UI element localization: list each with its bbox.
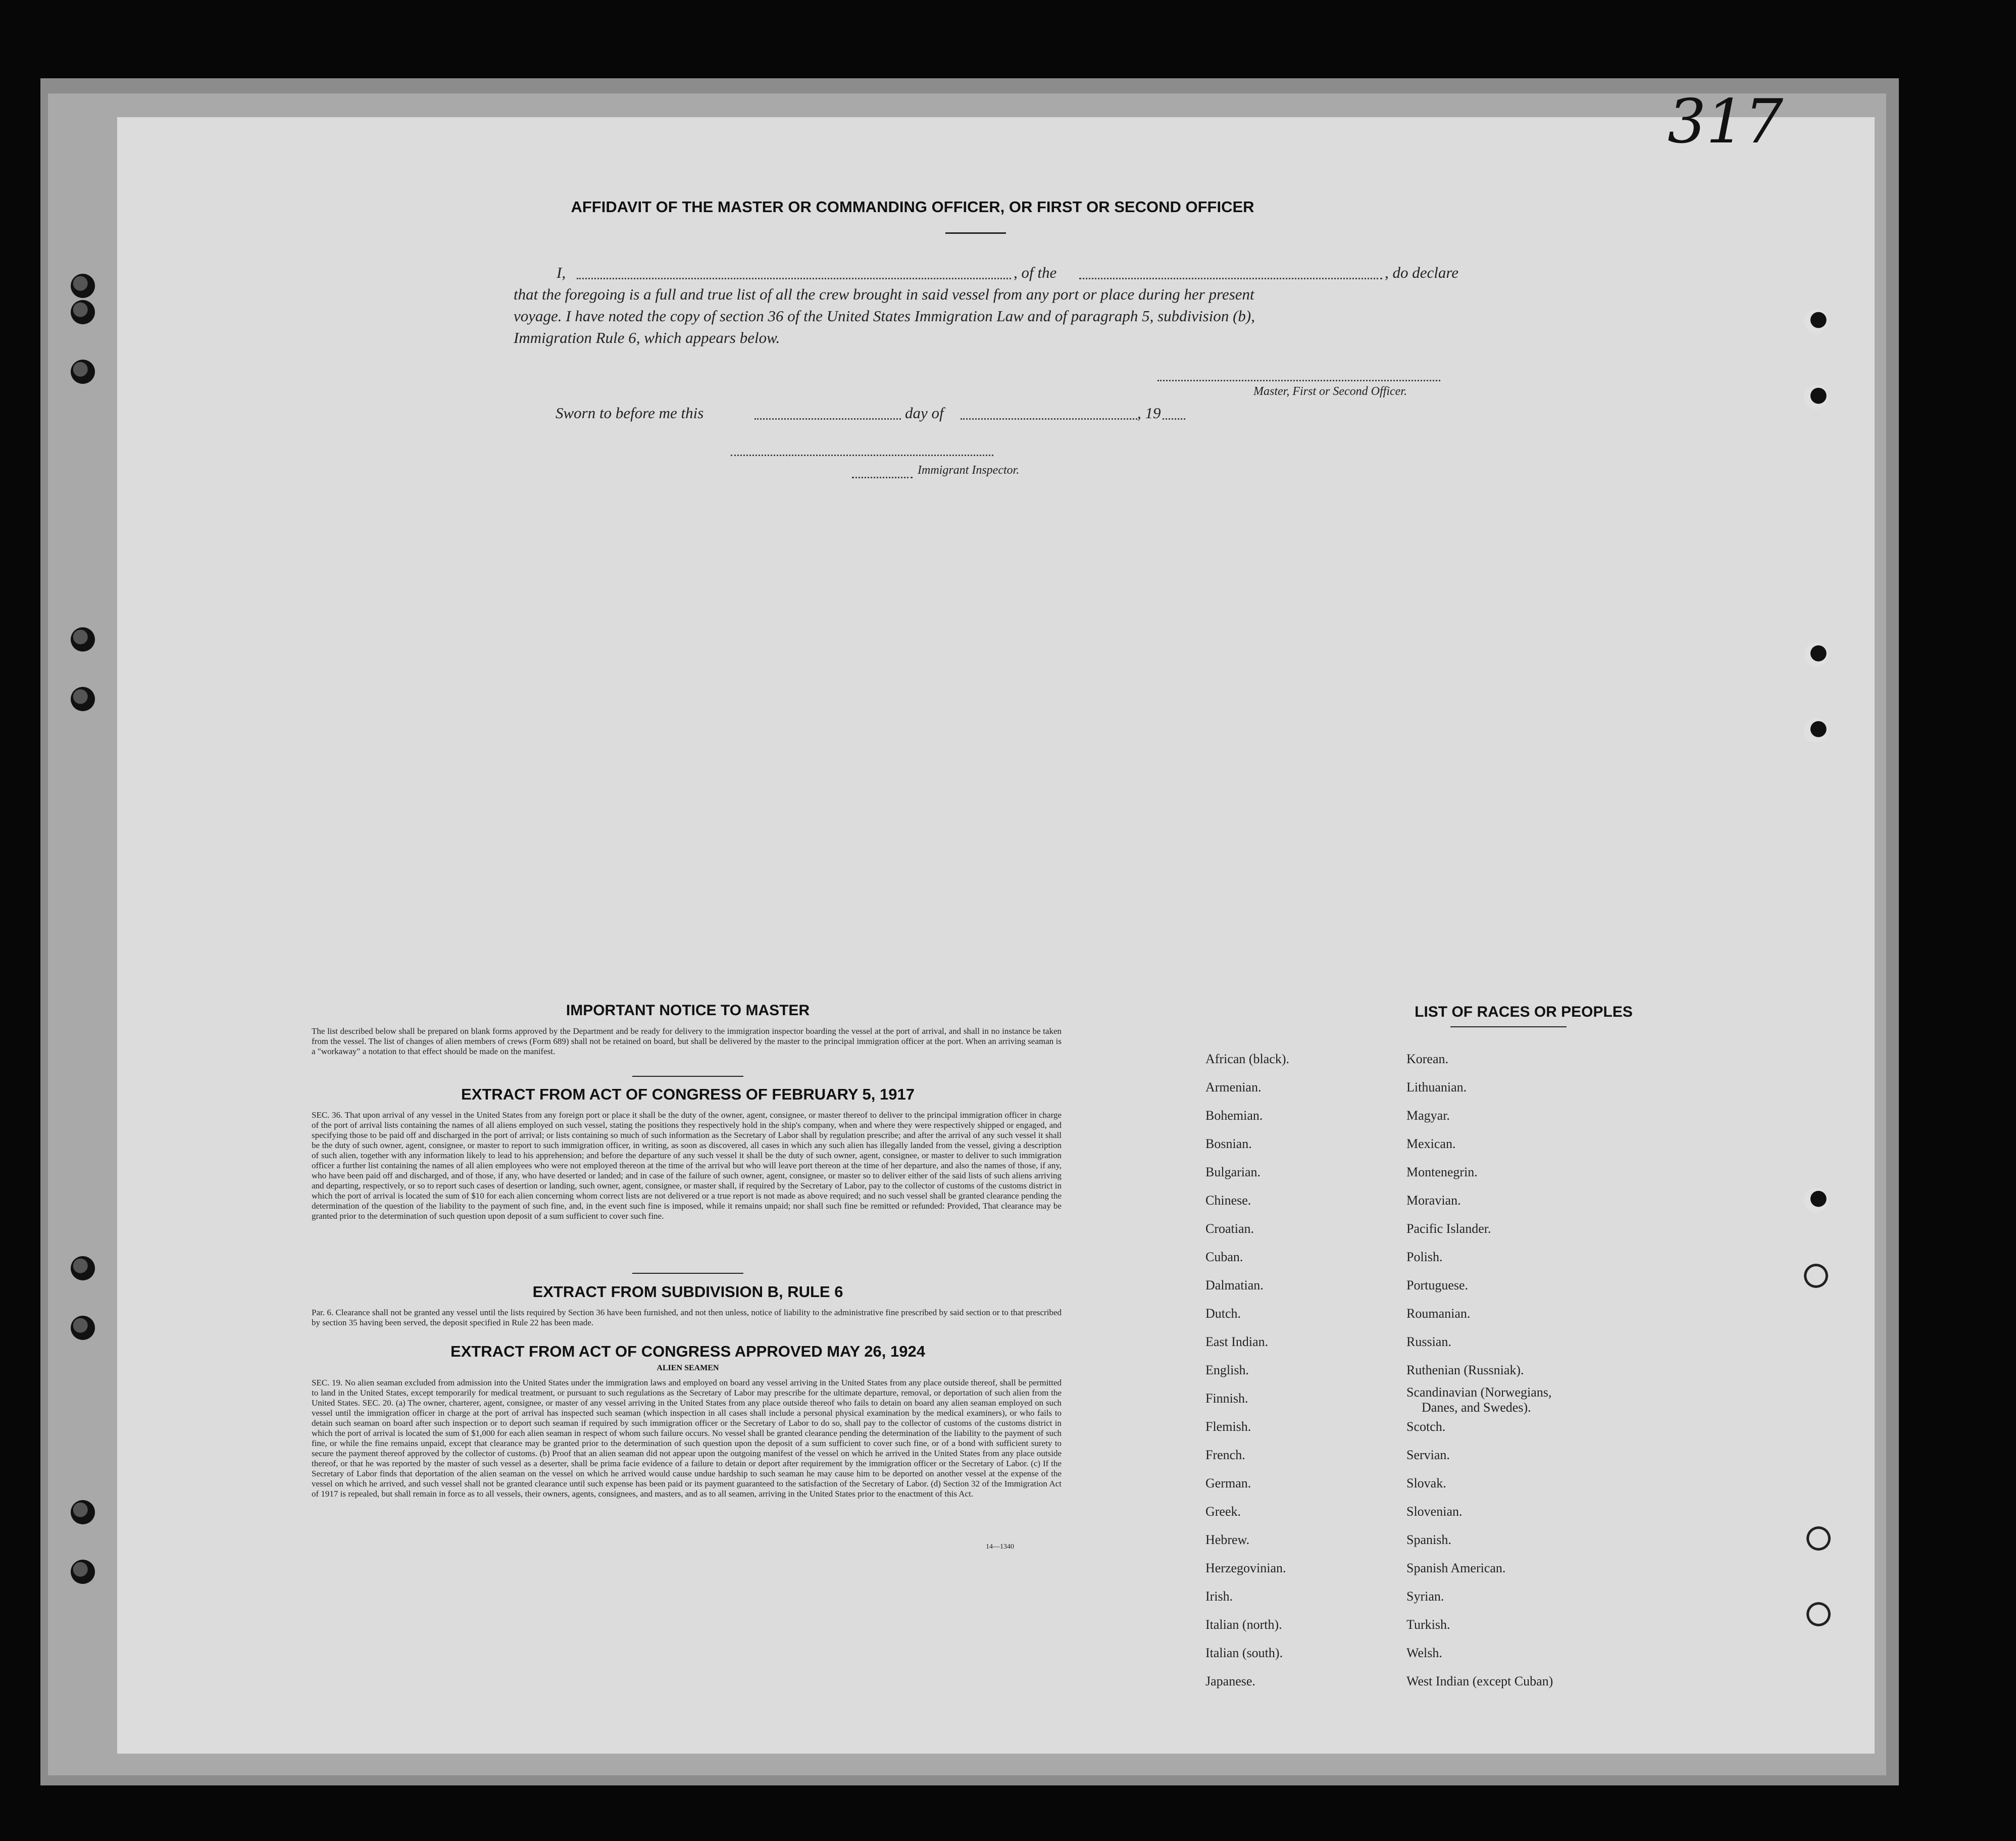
- extract-rule6-title: EXTRACT FROM SUBDIVISION B, RULE 6: [532, 1283, 843, 1301]
- sworn-label: Sworn to before me this: [556, 404, 704, 422]
- sworn-year-field[interactable]: [1163, 418, 1185, 420]
- inspector-title-field[interactable]: [852, 477, 913, 478]
- races-rule: [1450, 1026, 1567, 1027]
- punch-hole-icon: [1804, 642, 1828, 667]
- punch-hole-icon: [1806, 1602, 1831, 1626]
- extract-1917-title: EXTRACT FROM ACT OF CONGRESS OF FEBRUARY 5, 1917: [461, 1085, 915, 1103]
- race-item: Chinese.: [1205, 1193, 1251, 1208]
- affidavit-i-label: I,: [557, 264, 566, 281]
- extract-1924-text: SEC. 19. No alien seaman excluded from admission into the United States under the immigration laws and employed on board any vessel arriving in the United States from any place outside thereof, shall be permitted to land in the United States, except temporarily for medical treatment, or pursuant to such regulations as the Secretary of Labor may prescribe for the ultimate departure, removal, or deportation of such alien from the United States. SEC. 20. (a) The owner, charterer, agent, consignee, or master of any vessel arriving in the United States from any place outside thereof who fails to detain on board any alien seaman employed on such vessel until the immigration officer in charge at the port of arrival has inspected such seaman (which inspection in all cases shall include a personal physical examination by the medical examiners), or who fails to detain such seaman on board after such inspection or to deport such seaman if required by such immigration officer or the Secretary of Labor to do so, shall pay to the collector of customs of the customs district in which the port of arrival is located the sum of $1,000 for each alien seaman in respect of whom such failure occurs. No vessel shall be granted clearance pending the determination of the liability to the payment of such fine, or while the fine remains unpaid, except that clearance may be granted prior to the determination of such question upon the deposit of a sum sufficient to cover such fine, or of a bond with sufficient surety to secure the payment thereof approved by the collector of customs. (b) Proof that an alien seaman did not appear upon the outgoing manifest of the vessel on which he arrived in the United States from any place outside thereof, or that he was reported by the master of such vessel as a deserter, shall be prima facie evidence of a failure to detain or deport after requirement by the immigration officer or the Secretary of Labor. (c) If the Secretary of Labor finds that deportation of the alien seaman on the vessel on which he arrived would cause undue hardship to such seaman he may cause him to be deported on another vessel at the expense of the vessel on which he arrived, and such vessel shall not be granted clearance until such expense has been paid or its payment guaranteed to the satisfaction of the Secretary of Labor. (d) Section 32 of the Immigration Act of 1917 is repealed, but shall remain in force as to all vessels, their owners, agents, consignees, and masters, and as to all seamen, arriving in the United States prior to the enactment of this Act.: [312, 1378, 1062, 1499]
- race-item: Scandinavian (Norwegians,: [1406, 1385, 1552, 1400]
- affidavit-line-2: that the foregoing is a full and true list of all the crew brought in said vessel from any port or place during her present: [514, 285, 1254, 303]
- race-item: Scotch.: [1406, 1419, 1446, 1434]
- punch-hole-icon: [1804, 1188, 1828, 1212]
- notice-title: IMPORTANT NOTICE TO MASTER: [566, 1002, 810, 1019]
- affidavit-title: AFFIDAVIT OF THE MASTER OR COMMANDING OFFICER, OR FIRST OR SECOND OFFICER: [571, 198, 1254, 216]
- binder-hole-icon: [71, 1500, 95, 1524]
- page-number-mark: 317: [1668, 87, 1784, 157]
- race-item: West Indian (except Cuban): [1406, 1674, 1553, 1688]
- race-item: Pacific Islander.: [1406, 1221, 1491, 1236]
- race-item: French.: [1205, 1448, 1245, 1462]
- race-item: Dalmatian.: [1205, 1278, 1264, 1292]
- race-item: Italian (south).: [1205, 1646, 1283, 1660]
- race-item: Bulgarian.: [1205, 1165, 1261, 1179]
- binder-hole-icon: [71, 1256, 95, 1280]
- affidavit-line-3: voyage. I have noted the copy of section 36 of the United States Immigration Law and of paragraph 5, subdivision (b),: [514, 307, 1255, 325]
- inspector-signature-field[interactable]: [731, 455, 993, 456]
- race-item: Herzegovinian.: [1205, 1561, 1286, 1575]
- binder-hole-icon: [71, 360, 95, 384]
- year-label: , 19: [1137, 404, 1161, 422]
- race-item: Croatian.: [1205, 1221, 1254, 1236]
- race-item: Moravian.: [1406, 1193, 1461, 1208]
- inspector-label: Immigrant Inspector.: [918, 464, 1020, 477]
- affidavit-line-4: Immigration Rule 6, which appears below.: [514, 329, 780, 346]
- form-number: 14—1340: [986, 1543, 1014, 1551]
- extract-1917-text: SEC. 36. That upon arrival of any vessel in the United States from any foreign port or place it shall be the duty of the owner, agent, consignee, or master thereof to deliver to the principal immigration officer in charge of the port of arrival lists containing the names of all aliens employed on such vessel, stating the positions they respectively hold in the ship's company, when and where they were respectively shipped or engaged, and specifying those to be paid off and discharged in the port of arrival; or lists containing so much of such information as the Secretary of Labor shall by regulation prescribe; and after the arrival of any such vessel it shall be the duty of such owner, agent, consignee, or master to report to such immigration officer, in writing, as soon as discovered, all cases in which any such alien has illegally landed from the vessel, giving a description of such alien, together with any information likely to lead to his apprehension; and before the departure of any such vessel it shall be the duty of such owner, agent, consignee, or master to deliver to such immigration officer a further list containing the names of all alien employees who were not employed thereon at the time of the arrival but who will leave port thereon at the time of her departure, and also the names of those, if any, who have been paid off and discharged, and of those, if any, who have deserted or landed; and in case of the failure of such owner, agent, consignee, or master so to deliver either of the said lists of such aliens arriving and departing, respectively, or so to report such cases of desertion or landing, such owner, agent, consignee, or master shall, if required by the Secretary of Labor, pay to the collector of customs of the customs district in which the port of arrival is located the sum of $10 for each alien concerning whom correct lists are not delivered or a true report is not made as above required; and no such vessel shall be granted clearance pending the determination of the question of the liability to the payment of such fine, and, in the event such fine is imposed, while it remains unpaid; nor shall such fine be remitted or refunded: Provided, That clearance may be granted prior to the determination of such question upon deposit of a sum sufficient to cover such fine.: [312, 1110, 1062, 1221]
- section-rule: [632, 1076, 743, 1077]
- race-item: Montenegrin.: [1406, 1165, 1478, 1179]
- day-of-label: day of: [905, 404, 944, 422]
- race-item: Welsh.: [1406, 1646, 1442, 1660]
- race-item: Syrian.: [1406, 1589, 1444, 1604]
- race-item: Polish.: [1406, 1250, 1443, 1264]
- race-item: Mexican.: [1406, 1136, 1456, 1151]
- punch-hole-icon: [1804, 385, 1828, 409]
- binder-hole-icon: [71, 1316, 95, 1340]
- race-item: Servian.: [1406, 1448, 1450, 1462]
- title-rule: [945, 232, 1006, 234]
- section-rule: [632, 1273, 743, 1274]
- race-item: English.: [1205, 1363, 1249, 1377]
- race-item: Bohemian.: [1205, 1108, 1263, 1123]
- punch-hole-icon: [1804, 1264, 1828, 1288]
- race-item: Flemish.: [1205, 1419, 1251, 1434]
- signature-label: Master, First or Second Officer.: [1253, 385, 1407, 398]
- race-item: Hebrew.: [1205, 1532, 1250, 1547]
- race-item: Ruthenian (Russniak).: [1406, 1363, 1524, 1377]
- document-page: [117, 87, 1875, 1754]
- race-item: Magyar.: [1406, 1108, 1450, 1123]
- affidavit-of-the-label: , of the: [1014, 264, 1057, 281]
- race-item: Cuban.: [1205, 1250, 1243, 1264]
- race-item: Roumanian.: [1406, 1306, 1471, 1321]
- binder-hole-icon: [71, 274, 95, 298]
- races-title: LIST OF RACES OR PEOPLES: [1415, 1004, 1633, 1020]
- signature-field[interactable]: [1157, 380, 1440, 381]
- race-item: Portuguese.: [1406, 1278, 1469, 1292]
- race-item: Armenian.: [1205, 1080, 1262, 1094]
- race-item: Spanish.: [1406, 1532, 1451, 1547]
- sworn-day-field[interactable]: [754, 418, 901, 420]
- binder-hole-icon: [71, 300, 95, 324]
- race-item: Greek.: [1205, 1504, 1241, 1519]
- extract-1924-title: EXTRACT FROM ACT OF CONGRESS APPROVED MAY 26, 1924: [450, 1342, 925, 1360]
- race-item: Lithuanian.: [1406, 1080, 1467, 1094]
- race-item: Finnish.: [1205, 1391, 1248, 1406]
- race-item: Turkish.: [1406, 1617, 1450, 1632]
- race-item-continued: Danes, and Swedes).: [1422, 1400, 1531, 1415]
- race-item: Japanese.: [1205, 1674, 1255, 1688]
- race-item: Russian.: [1406, 1334, 1451, 1349]
- punch-hole-icon: [1804, 718, 1828, 742]
- affidavit-declare-label: , do declare: [1385, 264, 1459, 281]
- race-item: Slovenian.: [1406, 1504, 1463, 1519]
- race-item: Korean.: [1406, 1052, 1449, 1066]
- race-item: Bosnian.: [1205, 1136, 1252, 1151]
- punch-hole-icon: [1806, 1526, 1831, 1551]
- binder-hole-icon: [71, 627, 95, 652]
- race-item: German.: [1205, 1476, 1251, 1490]
- race-item: Irish.: [1205, 1589, 1233, 1604]
- race-item: African (black).: [1205, 1052, 1290, 1066]
- punch-hole-icon: [1804, 309, 1828, 333]
- sworn-month-field[interactable]: [961, 418, 1137, 420]
- race-item: Slovak.: [1406, 1476, 1446, 1490]
- binder-hole-icon: [71, 1560, 95, 1584]
- binder-hole-icon: [71, 687, 95, 711]
- race-item: Dutch.: [1205, 1306, 1241, 1321]
- vessel-field[interactable]: [1079, 278, 1382, 279]
- name-field[interactable]: [577, 278, 1011, 279]
- race-item: East Indian.: [1205, 1334, 1269, 1349]
- extract-rule6-text: Par. 6. Clearance shall not be granted any vessel until the lists required by Section 36 have been furnished, and not then unless, notice of liability to the administrative fine prescribed by said section or to that prescribed by section 35 having been served, the deposit specified in Rule 22 has been made.: [312, 1308, 1062, 1327]
- race-item: Italian (north).: [1205, 1617, 1282, 1632]
- race-item: Spanish American.: [1406, 1561, 1506, 1575]
- alien-seamen-subtitle: ALIEN SEAMEN: [657, 1364, 719, 1372]
- notice-text: The list described below shall be prepared on blank forms approved by the Department and be ready for delivery to the immigration inspector boarding the vessel at the port of arrival, and shall in no instance be taken from the vessel. The list of changes of alien members of crews (Form 689) shall not be retained on board, but shall be delivered by the master to the principal immigration officer at the port. When an arriving seaman is a "workaway" a notation to that effect should be made on the manifest.: [312, 1026, 1062, 1056]
